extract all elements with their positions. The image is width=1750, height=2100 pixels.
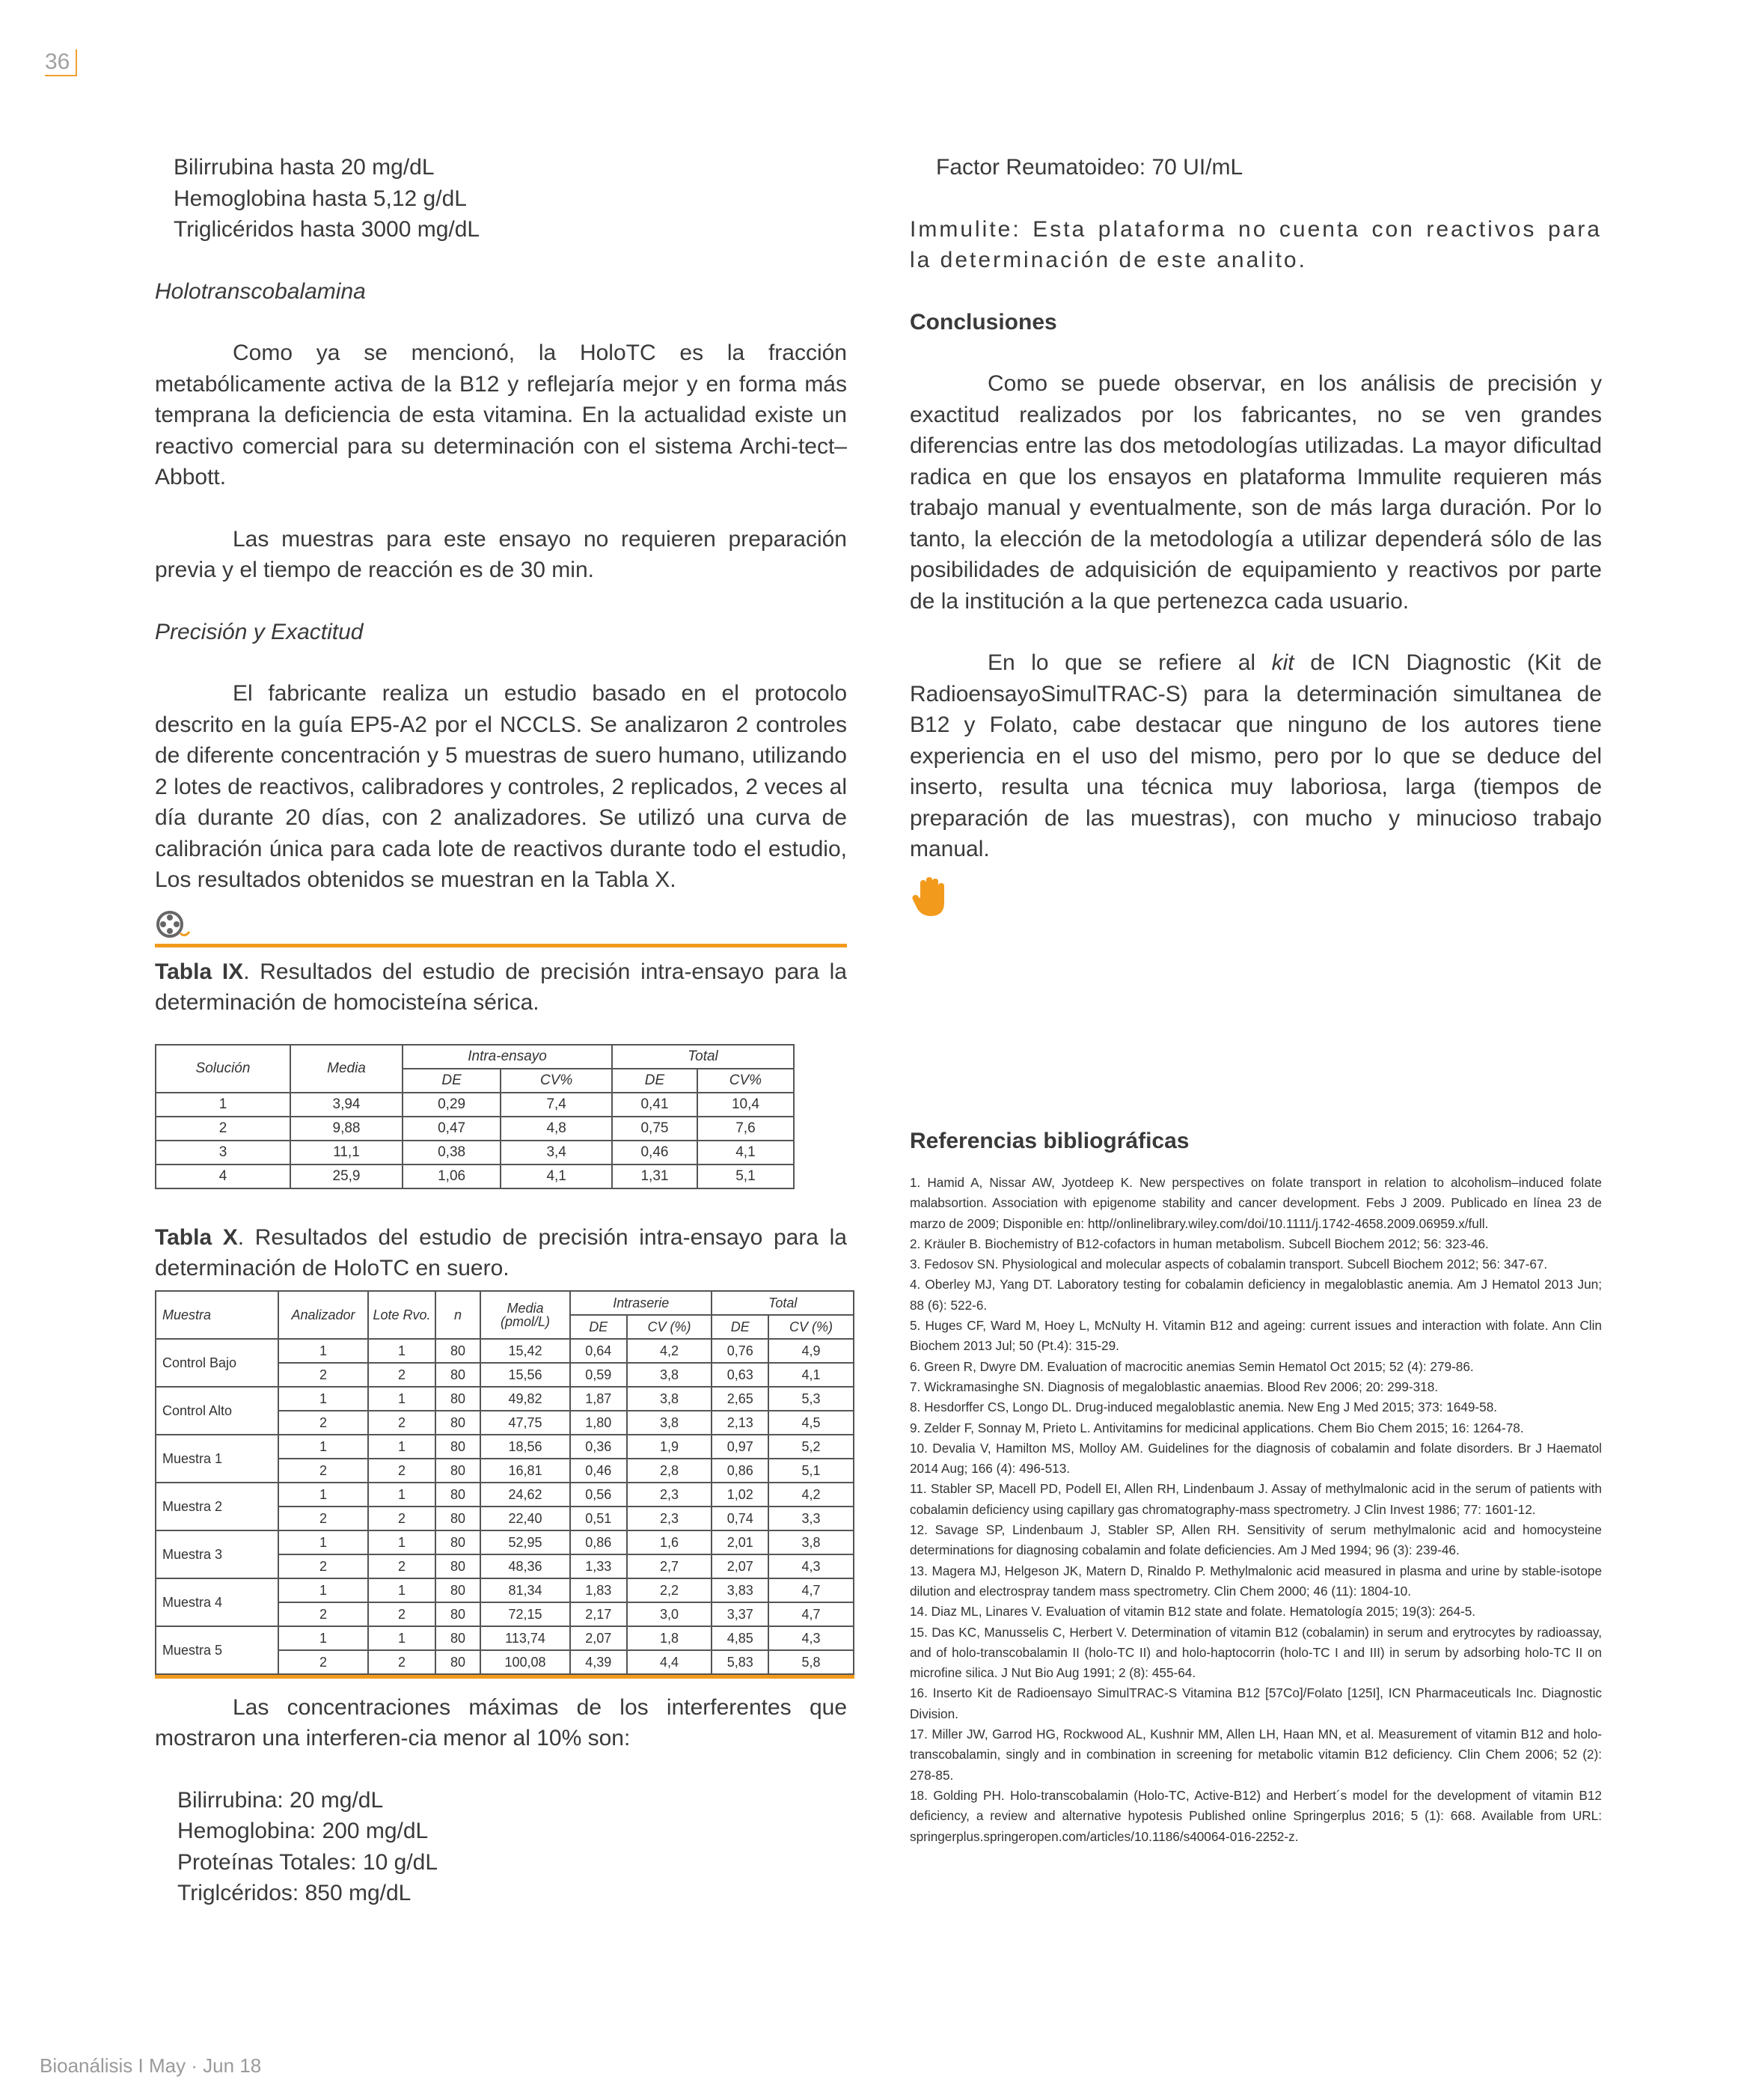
table-cell: 22,40	[480, 1507, 570, 1530]
header-total: Total	[612, 1045, 794, 1069]
table-cell: 2,01	[712, 1530, 768, 1554]
table-cell: 1	[368, 1435, 435, 1459]
list-item: Triglicéridos hasta 3000 mg/dL	[174, 217, 480, 242]
table-cell: 80	[435, 1507, 480, 1530]
table-cell: 1	[156, 1093, 290, 1117]
header-de: DE	[712, 1315, 768, 1339]
table-cell: 1	[368, 1530, 435, 1554]
interferents-list-2	[155, 1785, 847, 1909]
heading-precision: Precisión y Exactitud	[155, 619, 364, 644]
table-row	[156, 1530, 854, 1554]
reference-item: 5. Huges CF, Ward M, Hoey L, McNulty H. Vitamin B12 and ageing: current issues and interaction with folate. Ann Clin Biochem 2013 Jul; 50 (Pt.4): 315-29.	[910, 1318, 1602, 1354]
reference-item: 12. Savage SP, Lindenbaum J, Stabler SP, Allen RH. Sensitivity of serum methylmalonic acid and homocysteine determinations for diagnosing cobalamin and folate deficiencies. Am J Med 1994; 96 (3): 239-46.	[910, 1522, 1602, 1558]
table-cell: 4,85	[712, 1626, 768, 1650]
table-cell: 5,1	[697, 1165, 794, 1188]
group-label: Control Bajo	[156, 1339, 278, 1387]
list-item: Triglcéridos: 850 mg/dL	[177, 1881, 412, 1905]
heading-referencias: Referencias bibliográficas	[910, 1128, 1190, 1153]
reference-item: 7. Wickramasinghe SN. Diagnosis of megaloblastic anaemias. Blood Rev 2006; 20: 299-318.	[910, 1379, 1439, 1394]
interferents-list-1	[155, 152, 847, 245]
table-cell: 1,02	[712, 1483, 768, 1507]
paragraph-holo: Como ya se mencionó, la HoloTC es la fracción metabólicamente activa de la B12 y reflejaría mejor y en forma más temprana la deficiencia de esta vitamina. En la actualidad existe un reactivo comercial para su determinación con el sistema Archi-tect–Abbott.	[155, 341, 847, 489]
table-cell: 1	[368, 1387, 435, 1411]
table-cell: 80	[435, 1530, 480, 1554]
header-cv: CV%	[501, 1069, 612, 1093]
header-lote: Lote Rvo.	[368, 1291, 435, 1339]
table-row	[156, 1141, 794, 1165]
reference-item: 8. Hesdorffer CS, Longo DL. Drug-induced megaloblastic anemia. New Eng J Med 2015; 373: 1649-58.	[910, 1400, 1498, 1415]
table-cell: 2	[278, 1602, 368, 1626]
list-item: Factor Reumatoideo: 70 UI/mL	[936, 155, 1243, 180]
header-solucion: Solución	[156, 1045, 290, 1093]
table-cell: 80	[435, 1650, 480, 1674]
table-cell: 2	[278, 1363, 368, 1387]
table-cell: 4,2	[768, 1483, 854, 1507]
reference-item: 2. Kräuler B. Biochemistry of B12-cofactors in human metabolism. Subcell Biochem 2012; 56: 323-46.	[910, 1236, 1489, 1251]
table-cell: 0,86	[712, 1459, 768, 1483]
table9-label: Tabla IX	[155, 959, 244, 984]
table-cell: 80	[435, 1411, 480, 1435]
paragraph-concentraciones: Las concentraciones máximas de los interferentes que mostraron una interferen-cia menor al 10% son:	[155, 1694, 847, 1750]
footer: Bioanálisis I May · Jun 18	[40, 2054, 262, 2077]
table-cell: 0,36	[570, 1435, 627, 1459]
paragraph-fabricante: El fabricante realiza un estudio basado en el protocolo descrito en la guía EP5-A2 por el NCCLS. Se analizaron 2 controles de diferente concentración y 5 muestras de suero humano, utilizando 2 lotes de reactivos, calibradores y controles, 2 replicados, 2 veces al día durante 20 días, con 2 analizadores. Se utilizó una curva de calibración única para cada lote de reactivos durante todo el estudio, Los resultados obtenidos se muestran en la Tabla X.	[155, 681, 847, 892]
table-cell: 15,56	[480, 1363, 570, 1387]
table-cell: 80	[435, 1602, 480, 1626]
table-cell: 80	[435, 1578, 480, 1602]
table-cell: 3,8	[627, 1411, 712, 1435]
header-media: Media (pmol/L)	[480, 1291, 570, 1339]
table-cell: 2,3	[627, 1507, 712, 1530]
header-analizador: Analizador	[278, 1291, 368, 1339]
table-cell: 4,7	[768, 1602, 854, 1626]
table-row	[156, 1435, 854, 1459]
header-cv: CV (%)	[768, 1315, 854, 1339]
table-cell: 3,3	[768, 1507, 854, 1530]
table-cell: 4,2	[627, 1339, 712, 1363]
table-cell: 2	[278, 1507, 368, 1530]
table-cell: 2	[368, 1411, 435, 1435]
header-intraserie: Intraserie	[570, 1291, 712, 1315]
table-cell: 1,06	[403, 1165, 501, 1188]
table-cell: 5,8	[768, 1650, 854, 1674]
table-cell: 81,34	[480, 1578, 570, 1602]
table-cell: 5,1	[768, 1459, 854, 1483]
table-cell: 2	[368, 1363, 435, 1387]
paragraph-immulite: Immulite: Esta plataforma no cuenta con reactivos para la determinación de este analito.	[910, 216, 1602, 272]
table-cell: 9,88	[290, 1117, 403, 1141]
table-cell: 2,13	[712, 1411, 768, 1435]
table-cell: 0,64	[570, 1339, 627, 1363]
table-cell: 5,83	[712, 1650, 768, 1674]
group-label: Control Alto	[156, 1387, 278, 1435]
paragraph-conclusiones-1: Como se puede observar, en los análisis de precisión y exactitud realizados por los fabricantes, no se ven grandes diferencias entre las dos metodologías utilizadas. La mayor dificultad radica en que los ensayos en plataforma Immulite requieren más trabajo manual y eventualmente, son de más larga duración. Por lo tanto, la elección de la metodología a utilizar dependerá sólo de las posibilidades de adquisición de equipamiento y reactivos por parte de la institución a la que pertenezca cada usuario.	[910, 371, 1602, 614]
table-cell: 2,8	[627, 1459, 712, 1483]
text: de ICN Diagnostic (Kit de RadioensayoSimulTRAC-S) para la determinación simultanea de B12 y Folato, cabe destacar que ninguno de los autores tiene experiencia en el uso del mismo, pero por lo que se deduce del inserto, resulta una técnica muy laboriosa, larga (tiempos de preparación de las muestras), con mucho y minucioso trabajo manual.	[910, 650, 1602, 861]
header-media: Media	[290, 1045, 403, 1093]
table-cell: 48,36	[480, 1554, 570, 1578]
table-cell: 80	[435, 1459, 480, 1483]
table-row	[156, 1387, 854, 1411]
table-cell: 80	[435, 1626, 480, 1650]
heading-conclusiones: Conclusiones	[910, 309, 1057, 335]
group-label: Muestra 3	[156, 1530, 278, 1578]
table-cell: 47,75	[480, 1411, 570, 1435]
table-cell: 3	[156, 1141, 290, 1165]
reference-item: 6. Green R, Dwyre DM. Evaluation of macrocitic anemias Semin Hematol Oct 2015; 52 (4): 279-86.	[910, 1358, 1474, 1374]
table-cell: 3,37	[712, 1602, 768, 1626]
table-row	[156, 1117, 794, 1141]
table-cell: 80	[435, 1363, 480, 1387]
table-cell: 0,76	[712, 1339, 768, 1363]
reference-item: 17. Miller JW, Garrod HG, Rockwood AL, Kushnir MM, Allen LH, Haan MN, et al. Measurement of vitamin B12 and holo-transcobalamin, singly and in combination in screening for metabolic vitamin B12 deficiency. Clin Chem 2006; 52 (2): 278-85.	[910, 1727, 1602, 1783]
table-cell: 4,5	[768, 1411, 854, 1435]
table-cell: 1,31	[612, 1165, 697, 1188]
left-column	[155, 152, 847, 1909]
table-cell: 2	[278, 1554, 368, 1578]
list-item: Bilirrubina: 20 mg/dL	[177, 1787, 384, 1813]
table-cell: 2	[368, 1507, 435, 1530]
list-item: Hemoglobina: 200 mg/dL	[177, 1819, 429, 1843]
table-cell: 5,2	[768, 1435, 854, 1459]
table-cell: 80	[435, 1435, 480, 1459]
table-cell: 4,8	[501, 1117, 612, 1141]
header-de: DE	[612, 1069, 697, 1093]
table-cell: 2	[278, 1650, 368, 1674]
header-de: DE	[570, 1315, 627, 1339]
header-total: Total	[712, 1291, 854, 1315]
text-kit: kit	[1271, 650, 1294, 675]
table10	[155, 1290, 854, 1675]
reference-item: 15. Das KC, Manusselis C, Herbert V. Determination of vitamin B12 (cobalamin) in serum and erytrocytes by radioassay, and of holo-transcobalamin II (holo-TC II) and holo-haptocorrin (holo-TC I and III) in serum by adsorbing holo-TC II on microfine silica. J Nut Bio Aug 1991; 2 (8): 455-64.	[910, 1624, 1602, 1681]
table-cell: 3,8	[768, 1530, 854, 1554]
table-cell: 1	[278, 1483, 368, 1507]
table-cell: 72,15	[480, 1602, 570, 1626]
table-cell: 18,56	[480, 1435, 570, 1459]
table-cell: 1	[278, 1530, 368, 1554]
header-de: DE	[403, 1069, 501, 1093]
table-cell: 1	[278, 1626, 368, 1650]
table-cell: 113,74	[480, 1626, 570, 1650]
list-item: Hemoglobina hasta 5,12 g/dL	[174, 186, 467, 211]
table-cell: 0,47	[403, 1117, 501, 1141]
table-row	[156, 1339, 854, 1363]
table-cell: 7,4	[501, 1093, 612, 1117]
table-cell: 2,17	[570, 1602, 627, 1626]
table-cell: 4,4	[627, 1650, 712, 1674]
table-cell: 2,7	[627, 1554, 712, 1578]
table-cell: 2	[368, 1602, 435, 1626]
table-cell: 5,3	[768, 1387, 854, 1411]
table-cell: 1,87	[570, 1387, 627, 1411]
reference-item: 4. Oberley MJ, Yang DT. Laboratory testing for cobalamin deficiency in megaloblastic anemia. Am J Hematol 2013 Jun; 88 (6): 522-6.	[910, 1277, 1602, 1313]
header-cv: CV%	[697, 1069, 794, 1093]
table-cell: 1,9	[627, 1435, 712, 1459]
table-cell: 80	[435, 1339, 480, 1363]
table-cell: 16,81	[480, 1459, 570, 1483]
header-cv: CV (%)	[627, 1315, 712, 1339]
table-cell: 80	[435, 1554, 480, 1578]
table-cell: 4,1	[768, 1363, 854, 1387]
table-cell: 1	[368, 1626, 435, 1650]
header-n: n	[435, 1291, 480, 1339]
table-cell: 0,59	[570, 1363, 627, 1387]
table-cell: 1,8	[627, 1626, 712, 1650]
table-cell: 3,83	[712, 1578, 768, 1602]
table-cell: 2	[156, 1117, 290, 1141]
table-cell: 0,46	[612, 1141, 697, 1165]
table-cell: 3,8	[627, 1363, 712, 1387]
table-cell: 1	[278, 1578, 368, 1602]
paragraph-conclusiones-2	[910, 647, 1602, 865]
table-cell: 2,07	[712, 1554, 768, 1578]
table-cell: 4,39	[570, 1650, 627, 1674]
group-label: Muestra 4	[156, 1578, 278, 1626]
group-label: Muestra 2	[156, 1483, 278, 1530]
list-item: Proteínas Totales: 10 g/dL	[177, 1849, 438, 1875]
table-row	[156, 1626, 854, 1650]
factor-line	[910, 152, 1602, 183]
table-cell: 4,1	[697, 1141, 794, 1165]
table-cell: 0,75	[612, 1117, 697, 1141]
table-cell: 3,94	[290, 1093, 403, 1117]
reference-item: 16. Inserto Kit de Radioensayo SimulTRAC-S Vitamina B12 [57Co]/Folato [125I], ICN Pharmaceuticals Inc. Diagnostic Division.	[910, 1685, 1602, 1721]
reference-item: 18. Golding PH. Holo-transcobalamin (Holo-TC, Active-B12) and Herbert´s model for the development of vitamin B12 deficiency, a review and alternative hypotesis Published online Springerplus 2016; 5 (1): 668. Available from URL: springerplus.springeropen.com/articles/10.1186/s40064-016-2252-z.	[910, 1787, 1602, 1844]
reference-item: 11. Stabler SP, Macell PD, Podell EI, Allen RH, Lindenbaum J. Assay of methylmalonic acid in the serum of patients with cobalamin deficiency using capillary gas chromatography-mass spectrometry. J Clin Invest 1986; 77: 1601-12.	[910, 1481, 1602, 1517]
table-cell: 2,65	[712, 1387, 768, 1411]
table-row	[156, 1578, 854, 1602]
table-cell: 0,74	[712, 1507, 768, 1530]
group-label: Muestra 1	[156, 1435, 278, 1483]
reference-item: 3. Fedosov SN. Physiological and molecular aspects of cobalamin transport. Subcell Biochem 2012; 56: 347-67.	[910, 1257, 1548, 1272]
text: En lo que se refiere al	[988, 650, 1272, 675]
table-cell: 2	[368, 1459, 435, 1483]
table-cell: 24,62	[480, 1483, 570, 1507]
table-cell: 1	[278, 1339, 368, 1363]
hand-stop-icon	[910, 876, 949, 919]
table-cell: 2,2	[627, 1578, 712, 1602]
table-cell: 4,3	[768, 1554, 854, 1578]
reference-item: 1. Hamid A, Nissar AW, Jyotdeep K. New perspectives on folate transport in relation to alcoholism–induced folate malabsortion. Association with epigenome stability and cancer development. Febs J 2009. Publicado en línea 23 de marzo de 2009; Disponible en: http//onlinelibrary.wiley.com/doi/10.1111/j.1742-4658.2009.06959.x/full.	[910, 1175, 1602, 1231]
table-cell: 3,0	[627, 1602, 712, 1626]
references-list	[910, 1173, 1602, 1847]
heading-holotranscobalamina: Holotranscobalamina	[155, 278, 366, 304]
reference-item: 14. Diaz ML, Linares V. Evaluation of vitamin B12 state and folate. Hematología 2015; 19(3): 264-5.	[910, 1604, 1476, 1620]
table9	[155, 1044, 795, 1189]
table-cell: 4,3	[768, 1626, 854, 1650]
paragraph-muestras: Las muestras para este ensayo no requieren preparación previa y el tiempo de reacción es de 30 min.	[155, 526, 847, 582]
table-cell: 3,8	[627, 1387, 712, 1411]
table-cell: 4	[156, 1165, 290, 1188]
table10-wrapper	[155, 1290, 854, 1679]
table-cell: 1	[278, 1435, 368, 1459]
film-reel-icon	[155, 909, 192, 939]
table-cell: 10,4	[697, 1093, 794, 1117]
group-label: Muestra 5	[156, 1626, 278, 1674]
reference-item: 9. Zelder F, Sonnay M, Prieto L. Antivitamins for medicinal applications. Chem Bio Chem 2015; 16: 1264-78.	[910, 1420, 1524, 1435]
table-cell: 0,56	[570, 1483, 627, 1507]
table-cell: 0,38	[403, 1141, 501, 1165]
table-cell: 0,51	[570, 1507, 627, 1530]
table-cell: 80	[435, 1387, 480, 1411]
table-cell: 1,6	[627, 1530, 712, 1554]
table-row	[156, 1165, 794, 1188]
table-cell: 1,83	[570, 1578, 627, 1602]
reference-item: 13. Magera MJ, Helgeson JK, Matern D, Rinaldo P. Methylmalonic acid measured in plasma and urine by stable-isotope dilution and electrospray tandem mass spectrometry. Clin Chem 2000; 46 (11): 1804-10.	[910, 1563, 1602, 1599]
table-cell: 2	[368, 1554, 435, 1578]
header-intra-ensayo: Intra-ensayo	[403, 1045, 612, 1069]
table-cell: 2	[368, 1650, 435, 1674]
page-number: 36	[45, 49, 77, 76]
table-cell: 4,1	[501, 1165, 612, 1188]
table-cell: 2	[278, 1411, 368, 1435]
table-cell: 2,3	[627, 1483, 712, 1507]
table-cell: 1	[368, 1578, 435, 1602]
table10-label: Tabla X	[155, 1224, 238, 1250]
table-cell: 25,9	[290, 1165, 403, 1188]
list-item: Bilirrubina hasta 20 mg/dL	[174, 155, 435, 180]
right-column	[910, 152, 1602, 1847]
table-row	[156, 1093, 794, 1117]
table-cell: 1	[368, 1483, 435, 1507]
table-cell: 0,29	[403, 1093, 501, 1117]
table-cell: 100,08	[480, 1650, 570, 1674]
table-cell: 1,33	[570, 1554, 627, 1578]
table-cell: 0,46	[570, 1459, 627, 1483]
table9-caption	[155, 956, 847, 1019]
table-cell: 52,95	[480, 1530, 570, 1554]
reference-item: 10. Devalia V, Hamilton MS, Molloy AM. Guidelines for the diagnosis of cobalamin and folate disorders. Br J Haematol 2014 Aug; 166 (4): 496-513.	[910, 1440, 1602, 1477]
table-cell: 0,63	[712, 1363, 768, 1387]
table-cell: 3,4	[501, 1141, 612, 1165]
table-cell: 0,97	[712, 1435, 768, 1459]
table-row	[156, 1483, 854, 1507]
table-cell: 80	[435, 1483, 480, 1507]
table-cell: 11,1	[290, 1141, 403, 1165]
table-cell: 7,6	[697, 1117, 794, 1141]
table-cell: 15,42	[480, 1339, 570, 1363]
table-cell: 4,9	[768, 1339, 854, 1363]
table10-caption	[155, 1222, 847, 1284]
table-cell: 4,7	[768, 1578, 854, 1602]
table10-caption-text: . Resultados del estudio de precisión intra-ensayo para la determinación de HoloTC en suero.	[155, 1224, 847, 1281]
table-cell: 1	[278, 1387, 368, 1411]
table-cell: 0,86	[570, 1530, 627, 1554]
header-muestra: Muestra	[156, 1291, 278, 1339]
table-cell: 0,41	[612, 1093, 697, 1117]
table9-caption-text: . Resultados del estudio de precisión intra-ensayo para la determinación de homocisteína sérica.	[155, 959, 847, 1015]
table-cell: 1,80	[570, 1411, 627, 1435]
table-cell: 49,82	[480, 1387, 570, 1411]
table-cell: 2,07	[570, 1626, 627, 1650]
table-cell: 1	[368, 1339, 435, 1363]
table-cell: 2	[278, 1459, 368, 1483]
